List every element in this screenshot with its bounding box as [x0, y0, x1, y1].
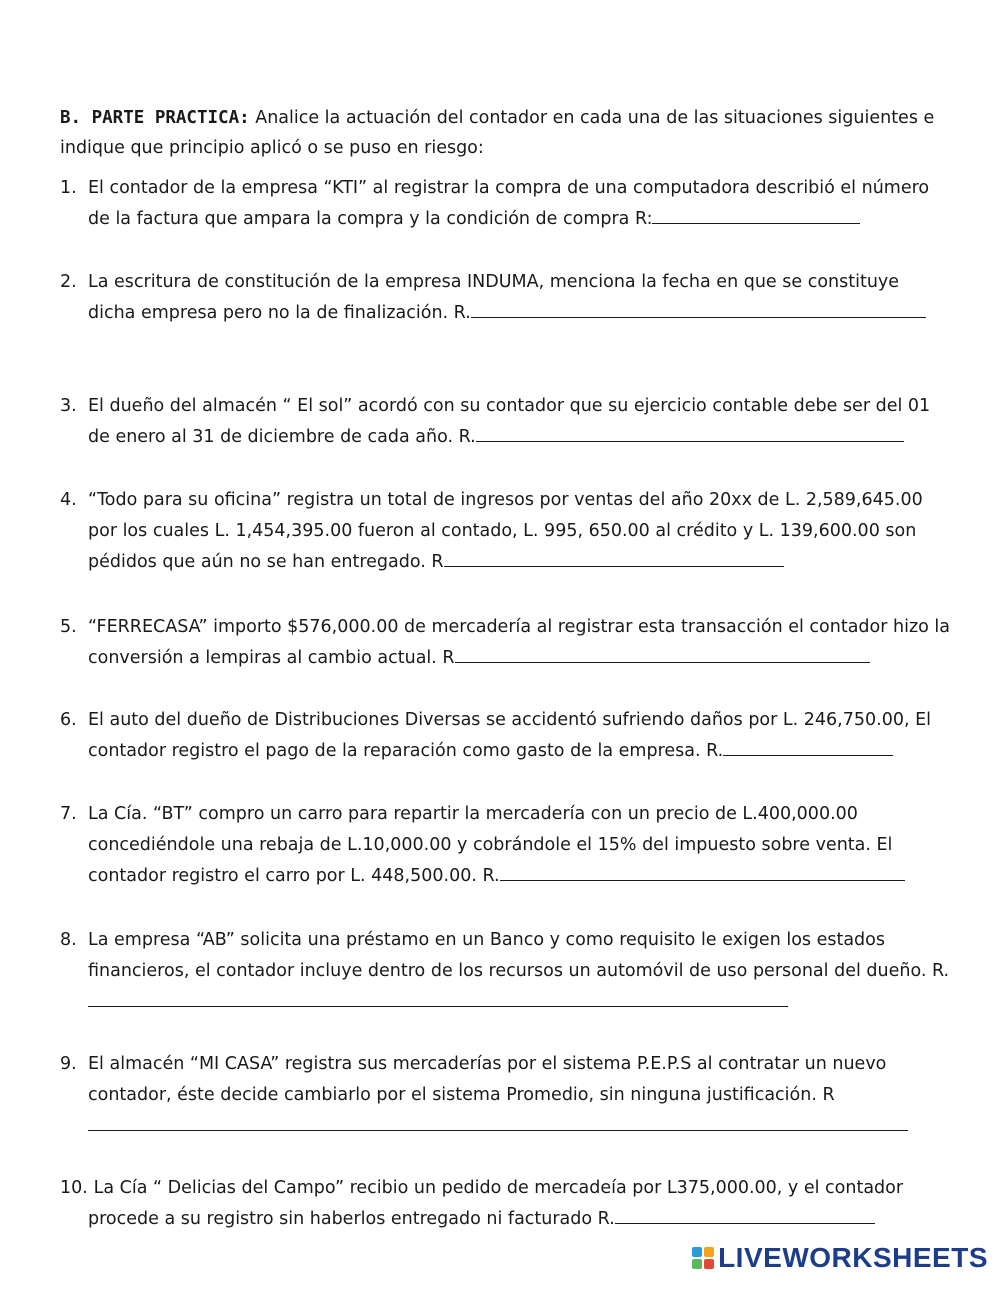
- answer-field-6[interactable]: [723, 737, 893, 756]
- answer-field-5[interactable]: [455, 644, 870, 663]
- question-number: 2.: [60, 272, 77, 292]
- question-2: [60, 267, 950, 329]
- question-10: [60, 1173, 950, 1235]
- question-text: La empresa “AB” solicita una préstamo en un Banco y como requisito le exigen los estados financieros, el contador incluye dentro de los recursos un automóvil de uso personal del dueño. R.: [88, 930, 950, 981]
- question-number: 7.: [60, 804, 77, 824]
- question-number: 5.: [60, 617, 77, 637]
- answer-field-1[interactable]: [652, 205, 860, 224]
- question-6: [60, 705, 950, 767]
- answer-field-8[interactable]: [88, 988, 788, 1007]
- question-8: [60, 925, 950, 1018]
- section-heading: B. PARTE PRACTICA:: [60, 108, 250, 128]
- answer-field-10[interactable]: [615, 1205, 875, 1224]
- liveworksheets-logo-icon: [692, 1247, 714, 1269]
- instructions-text: Analice la actuación del contador en cada una de las situaciones siguientes e indique que principio aplicó o se puso en riesgo:: [60, 108, 935, 158]
- question-number: 9.: [60, 1054, 77, 1074]
- question-3: [60, 391, 950, 453]
- question-number: 6.: [60, 710, 77, 730]
- question-text: La Cía “ Delicias del Campo” recibio un pedido de mercadeía por L375,000.00, y el contador procede a su registro sin haberlos entregado ni facturado R.: [88, 1178, 909, 1229]
- logo-text: LIVEWORKSHEETS: [718, 1242, 988, 1273]
- liveworksheets-logo: [692, 1242, 988, 1274]
- question-text: El contador de la empresa “KTI” al registrar la compra de una computadora describió el número de la factura que ampara la compra y la condición de compra R:: [88, 178, 935, 229]
- question-number: 3.: [60, 396, 77, 416]
- question-number: 4.: [60, 490, 77, 510]
- answer-field-9[interactable]: [88, 1112, 908, 1131]
- question-text: La Cía. “BT” compro un carro para repartir la mercadería con un precio de L.400,000.00 concediéndole una rebaja de L.10,000.00 y cobrándole el 15% del impuesto sobre venta. El contador registro el carro por L. 448,500.00. R.: [88, 804, 898, 886]
- question-number: 10.: [60, 1178, 88, 1198]
- question-text: “FERRECASA” importo $576,000.00 de mercadería al registrar esta transacción el contador hizo la conversión a lempiras al cambio actual. R: [88, 617, 956, 668]
- answer-field-7[interactable]: [500, 862, 905, 881]
- question-9: [60, 1049, 950, 1142]
- question-1: [60, 173, 950, 235]
- question-7: [60, 799, 950, 892]
- question-text: El auto del dueño de Distribuciones Diversas se accidentó sufriendo daños por L. 246,750.00, El contador registro el pago de la reparación como gasto de la empresa. R.: [88, 710, 937, 761]
- question-number: 1.: [60, 178, 77, 198]
- answer-field-2[interactable]: [471, 299, 926, 318]
- question-5: [60, 612, 956, 674]
- question-text: El almacén “MI CASA” registra sus mercaderías por el sistema P.E.P.S al contratar un nuevo contador, éste decide cambiarlo por el sistema Promedio, sin ninguna justificación. R: [88, 1054, 892, 1105]
- question-text: El dueño del almacén “ El sol” acordó con su contador que su ejercicio contable debe ser del 01 de enero al 31 de diciembre de cada año. R.: [88, 396, 936, 447]
- question-4: [60, 485, 950, 578]
- question-text: “Todo para su oficina” registra un total de ingresos por ventas del año 20xx de L. 2,589,645.00 por los cuales L. 1,454,395.00 fueron al contado, L. 995, 650.00 al crédito y L. 139,600.00 son pédidos que aún no se han entregado. R: [88, 490, 929, 572]
- question-text: La escritura de constitución de la empresa INDUMA, menciona la fecha en que se constituye dicha empresa pero no la de finalización. R.: [88, 272, 905, 323]
- instructions: [60, 103, 950, 163]
- question-number: 8.: [60, 930, 77, 950]
- worksheet: [60, 103, 956, 1229]
- answer-field-4[interactable]: [444, 548, 784, 567]
- answer-field-3[interactable]: [476, 423, 904, 442]
